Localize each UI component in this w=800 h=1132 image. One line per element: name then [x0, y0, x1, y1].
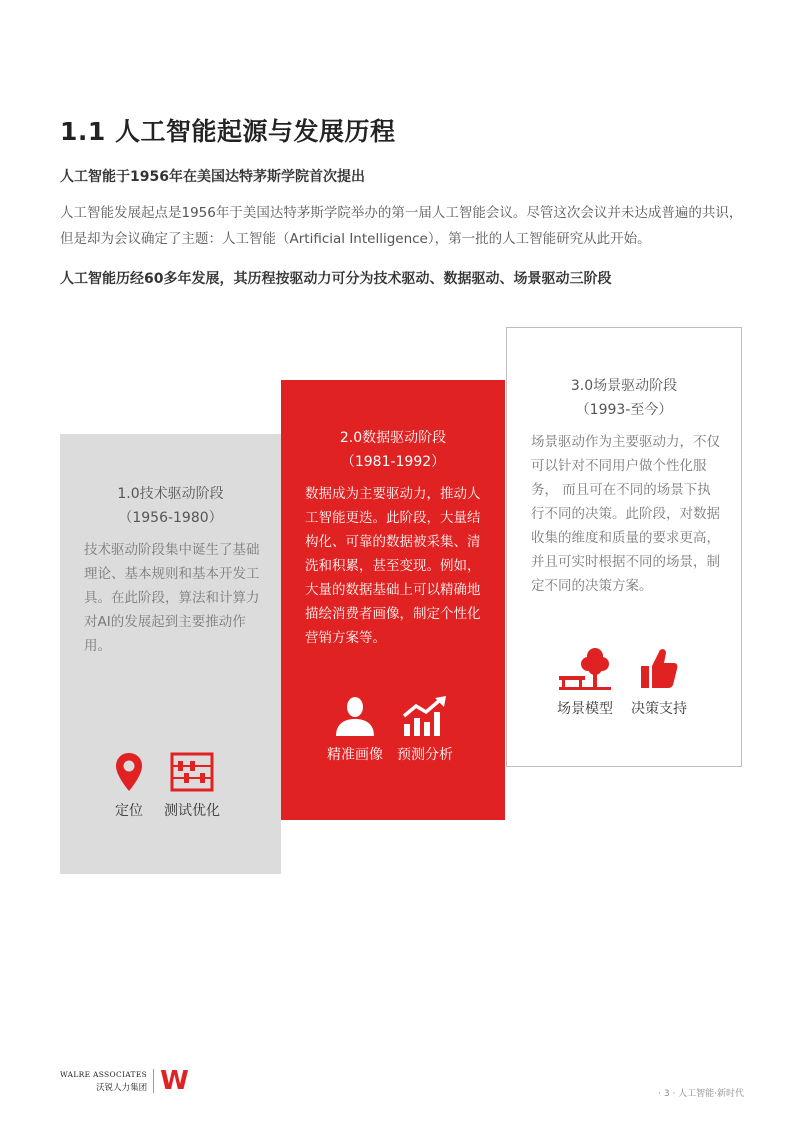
icon-label: 决策支持 — [631, 701, 687, 717]
stage-period: （1956-1980） — [118, 510, 223, 526]
logo-mark: W — [160, 1066, 189, 1096]
stage-title — [507, 374, 741, 422]
logo-divider — [153, 1069, 154, 1093]
icon-label: 场景模型 — [557, 701, 613, 717]
subheading-origin: 人工智能于1956年在美国达特茅斯学院首次提出 — [60, 169, 365, 185]
page-title: 1.1 人工智能起源与发展历程 — [60, 117, 396, 146]
stage-card-scene — [506, 327, 742, 767]
intro-paragraph: 人工智能发展起点是1956年于美国达特茅斯学院举办的第一届人工智能会议。尽管这次会议并未达成普遍的共识，但是却为会议确定了主题：人工智能（Artificial Intelligence），第一批的人工智能研究从此开始。 — [60, 205, 743, 247]
stage-title — [60, 482, 281, 530]
icon-item-person — [327, 696, 383, 764]
icon-item-location — [114, 752, 144, 820]
stage-description: 场景驱动作为主要驱动力，不仅可以针对不同用户做个性化服务， 而且可在不同的场景下执行不同的决策。此阶段，对数据收集的维度和质量的要求更高，并且可实时根据不同的场景，制定不同的决策方案。 — [531, 434, 720, 594]
abacus-icon — [170, 752, 214, 792]
tree-bench-icon — [557, 646, 613, 690]
icon-label: 精准画像 — [327, 747, 383, 763]
stage-name: 3.0场景驱动阶段 — [570, 378, 678, 394]
stage-title — [281, 426, 505, 474]
page-footer-info: · 3 · 人工智能·新时代 — [658, 1089, 744, 1099]
subheading-stages: 人工智能历经60多年发展，其历程按驱动力可分为技术驱动、数据驱动、场景驱动三阶段 — [60, 271, 612, 287]
icon-label: 预测分析 — [397, 747, 453, 763]
stage-period: （1981-1992） — [340, 454, 446, 470]
icon-item-thumbs — [631, 646, 687, 718]
stage-period: （1993-至今） — [575, 402, 673, 418]
thumbs-up-icon — [639, 646, 679, 690]
logo-chinese: 沃锐人力集团 — [96, 1082, 148, 1093]
logo-wordmark — [60, 1070, 147, 1093]
stage-name: 2.0数据驱动阶段 — [339, 430, 447, 446]
stage-card-tech — [60, 434, 281, 874]
icon-label: 测试优化 — [164, 803, 220, 819]
icon-label: 定位 — [115, 803, 143, 819]
stage-description: 技术驱动阶段集中诞生了基础理论、基本规则和基本开发工具。在此阶段，算法和计算力对AI的发展起到主要推动作用。 — [84, 542, 260, 654]
stage-icons — [557, 646, 687, 718]
company-logo — [60, 1068, 189, 1094]
logo-english: WALRE ASSOCIATES — [60, 1069, 148, 1079]
stage-name: 1.0技术驱动阶段 — [117, 486, 224, 502]
stage-icons — [114, 752, 220, 820]
stage-icons — [327, 696, 453, 764]
icon-item-tree — [557, 646, 613, 718]
growth-chart-icon — [402, 696, 448, 736]
icon-item-growth — [397, 696, 453, 764]
icon-item-abacus — [164, 752, 220, 820]
stage-description: 数据成为主要驱动力，推动人工智能更迭。此阶段，大量结构化、可靠的数据被采集、清洗和积累，甚至变现。例如，大量的数据基础上可以精确地描绘消费者画像，制定个性化营销方案等。 — [305, 486, 481, 646]
stage-card-data — [281, 380, 505, 820]
location-pin-icon — [114, 752, 144, 792]
person-icon — [332, 696, 378, 736]
